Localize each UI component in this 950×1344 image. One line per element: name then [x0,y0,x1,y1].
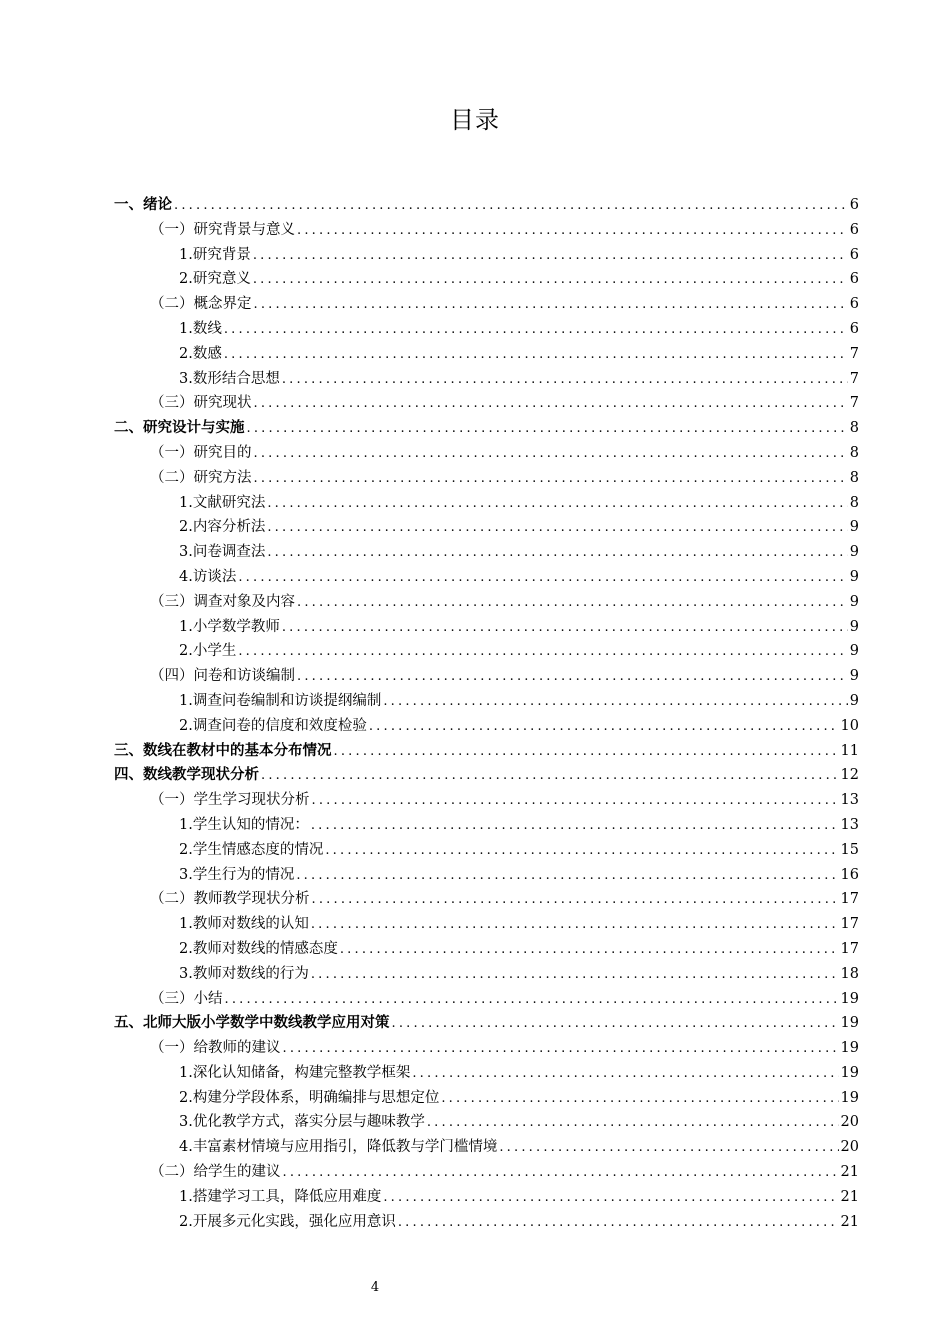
toc-entry-label: 2.研究意义 [179,271,251,288]
toc-entry-page: 9 [849,544,859,561]
toc-entry-page: 9 [849,643,859,660]
dot-leader [392,1012,839,1037]
toc-entry-page: 16 [840,866,859,883]
toc-entry-page: 13 [840,792,859,809]
dot-leader [383,690,847,715]
toc-entry-page: 19 [840,1064,859,1081]
dot-leader [247,417,848,442]
toc-entry-label: 3.问卷调查法 [179,544,266,561]
toc-entry-page: 7 [849,395,859,412]
toc-entry-label: （二）教师教学现状分析 [150,891,310,908]
dot-leader [254,392,848,417]
toc-entry[interactable] [0,1185,950,1210]
toc-entry-label: （二）给学生的建议 [150,1164,281,1181]
dot-leader [441,1087,838,1112]
toc-entry-label: （三）研究现状 [150,395,252,412]
dot-leader [282,368,848,393]
dot-leader [225,988,839,1013]
toc-entry-page: 7 [849,345,859,362]
toc-entry[interactable] [0,615,950,640]
toc-entry-label: （三）调查对象及内容 [150,593,295,610]
toc-entry-page: 17 [840,940,859,957]
toc-entry-page: 20 [840,1139,859,1156]
toc-entry[interactable] [0,1061,950,1086]
dot-leader [369,715,839,740]
toc-entry-page: 19 [840,1040,859,1057]
dot-leader [253,244,848,269]
dot-leader [311,913,839,938]
toc-entry[interactable] [0,887,950,912]
toc-entry-page: 19 [840,1089,859,1106]
dot-leader [238,566,847,591]
toc-entry-label: 2.内容分析法 [179,519,266,536]
toc-entry[interactable] [0,838,950,863]
dot-leader [283,1037,839,1062]
page-number-footer: 4 [370,1280,380,1295]
dot-leader [412,1062,838,1087]
toc-entry-label: 1.小学数学教师 [179,618,280,635]
dot-leader [267,492,847,517]
toc-entry[interactable] [0,912,950,937]
toc-entry[interactable] [0,515,950,540]
toc-entry[interactable] [0,1110,950,1135]
toc-entry[interactable] [0,1135,950,1160]
toc-entry-page: 6 [849,246,859,263]
toc-entry[interactable] [0,540,950,565]
toc-entry-label: 1.数线 [179,320,222,337]
toc-entry-page: 8 [849,444,859,461]
toc-entry-label: 3.学生行为的情况 [179,866,295,883]
toc-entry[interactable] [0,714,950,739]
dot-leader [325,839,838,864]
dot-leader [312,789,839,814]
toc-entry-label: 2.数感 [179,345,222,362]
dot-leader [253,268,848,293]
toc-entry[interactable] [0,441,950,466]
toc-entry-page: 9 [849,519,859,536]
dot-leader [296,864,838,889]
toc-entry-page: 9 [849,618,859,635]
toc-entry[interactable] [0,1011,950,1036]
dot-leader [427,1111,839,1136]
toc-entry-page: 21 [840,1188,859,1205]
toc-entry-label: （四）问卷和访谈编制 [150,668,295,685]
toc-entry-label: 二、研究设计与实施 [114,420,245,437]
dot-leader [254,442,848,467]
toc-title: 目录 [450,106,500,134]
dot-leader [224,343,848,368]
toc-entry-page: 17 [840,916,859,933]
toc-entry[interactable] [0,342,950,367]
dot-leader [238,640,847,665]
toc-entry-page: 9 [849,568,859,585]
toc-entry-label: 1.研究背景 [179,246,251,263]
toc-entry-label: 4.访谈法 [179,568,237,585]
toc-entry[interactable] [0,317,950,342]
dot-leader [334,740,839,765]
toc-entry-page: 17 [840,891,859,908]
table-of-contents [0,193,950,1234]
toc-entry[interactable] [0,193,950,218]
toc-entry-page: 10 [840,717,859,734]
dot-leader [297,665,848,690]
toc-entry[interactable] [0,664,950,689]
toc-entry-page: 11 [840,742,859,759]
toc-entry-label: （一）研究目的 [150,444,252,461]
toc-entry-page: 13 [840,816,859,833]
dot-leader [312,888,839,913]
toc-entry[interactable] [0,763,950,788]
toc-entry-label: 2.学生情感态度的情况 [179,841,324,858]
dot-leader [261,764,839,789]
toc-entry-page: 6 [849,296,859,313]
toc-entry-label: 1.搭建学习工具，降低应用难度 [179,1188,382,1205]
dot-leader [224,318,848,343]
toc-entry[interactable] [0,243,950,268]
toc-entry-label: 3.优化教学方式，落实分层与趣味教学 [179,1114,425,1131]
toc-entry-page: 8 [849,469,859,486]
toc-entry-label: 2.教师对数线的情感态度 [179,940,338,957]
toc-entry-page: 18 [840,965,859,982]
toc-entry-label: 2.构建分学段体系，明确编排与思想定位 [179,1089,440,1106]
toc-entry[interactable] [0,863,950,888]
dot-leader [311,963,839,988]
toc-entry-page: 20 [840,1114,859,1131]
toc-entry-label: 2.开展多元化实践，强化应用意识 [179,1213,396,1230]
toc-entry-label: 1.文献研究法 [179,494,266,511]
dot-leader [398,1211,839,1236]
toc-entry-label: （二）研究方法 [150,469,252,486]
toc-entry[interactable] [0,267,950,292]
toc-entry-label: 四、数线教学现状分析 [114,767,259,784]
toc-entry-page: 12 [840,767,859,784]
dot-leader [340,938,839,963]
toc-entry-label: 2.调查问卷的信度和效度检验 [179,717,367,734]
toc-entry-page: 15 [840,841,859,858]
toc-entry-page: 7 [849,370,859,387]
toc-entry-label: （三）小结 [150,990,223,1007]
toc-entry[interactable] [0,1036,950,1061]
toc-entry-label: 1.教师对数线的认知 [179,916,309,933]
toc-entry-page: 6 [849,197,859,213]
toc-entry[interactable] [0,689,950,714]
toc-entry[interactable] [0,962,950,987]
dot-leader [383,1186,838,1211]
toc-entry[interactable] [0,1160,950,1185]
toc-entry-label: 4.丰富素材情境与应用指引，降低教与学门槛情境 [179,1139,498,1156]
toc-entry-page: 21 [840,1213,859,1230]
toc-entry-label: 1.调查问卷编制和访谈提纲编制 [179,692,382,709]
toc-entry-label: 五、北师大版小学数学中数线教学应用对策 [114,1015,390,1032]
toc-entry-label: 1.学生认知的情况： [179,816,309,833]
toc-entry-page: 8 [849,494,859,511]
toc-entry-page: 8 [849,420,859,437]
toc-entry-label: （二）概念界定 [150,296,252,313]
toc-entry-page: 6 [849,271,859,288]
toc-entry-page: 9 [849,593,859,610]
toc-entry-label: （一）给教师的建议 [150,1040,281,1057]
toc-entry[interactable] [0,590,950,615]
dot-leader [174,194,848,219]
dot-leader [311,814,839,839]
toc-entry-label: 2.小学生 [179,643,237,660]
toc-entry[interactable] [0,739,950,764]
toc-entry[interactable] [0,639,950,664]
toc-entry[interactable] [0,367,950,392]
toc-entry-label: 3.教师对数线的行为 [179,965,309,982]
dot-leader [499,1136,838,1161]
toc-entry-page: 6 [849,320,859,337]
toc-entry-label: （一）学生学习现状分析 [150,792,310,809]
toc-entry-page: 9 [849,668,859,685]
toc-entry[interactable] [0,1086,950,1111]
toc-entry-page: 6 [849,221,859,238]
toc-entry[interactable] [0,218,950,243]
dot-leader [254,293,848,318]
dot-leader [254,467,848,492]
toc-entry[interactable] [0,987,950,1012]
toc-entry[interactable] [0,292,950,317]
toc-entry[interactable] [0,1210,950,1235]
toc-entry[interactable] [0,491,950,516]
dot-leader [297,591,848,616]
toc-entry-label: （一）研究背景与意义 [150,221,295,238]
toc-entry-label: 三、数线在教材中的基本分布情况 [114,742,332,759]
toc-entry-page: 19 [840,990,859,1007]
dot-leader [267,541,847,566]
toc-entry-page: 21 [840,1164,859,1181]
toc-entry[interactable] [0,788,950,813]
toc-entry-label: 3.数形结合思想 [179,370,280,387]
dot-leader [283,1161,839,1186]
toc-entry[interactable] [0,937,950,962]
toc-entry[interactable] [0,466,950,491]
toc-entry-page: 19 [840,1015,859,1032]
toc-entry[interactable] [0,813,950,838]
dot-leader [282,616,848,641]
toc-entry-page: 9 [849,692,859,709]
dot-leader [297,219,848,244]
dot-leader [267,516,847,541]
toc-entry-label: 1.深化认知储备，构建完整教学框架 [179,1064,411,1081]
toc-entry[interactable] [0,391,950,416]
toc-entry[interactable] [0,416,950,441]
toc-entry[interactable] [0,565,950,590]
toc-entry-label: 一、绪论 [114,197,172,213]
